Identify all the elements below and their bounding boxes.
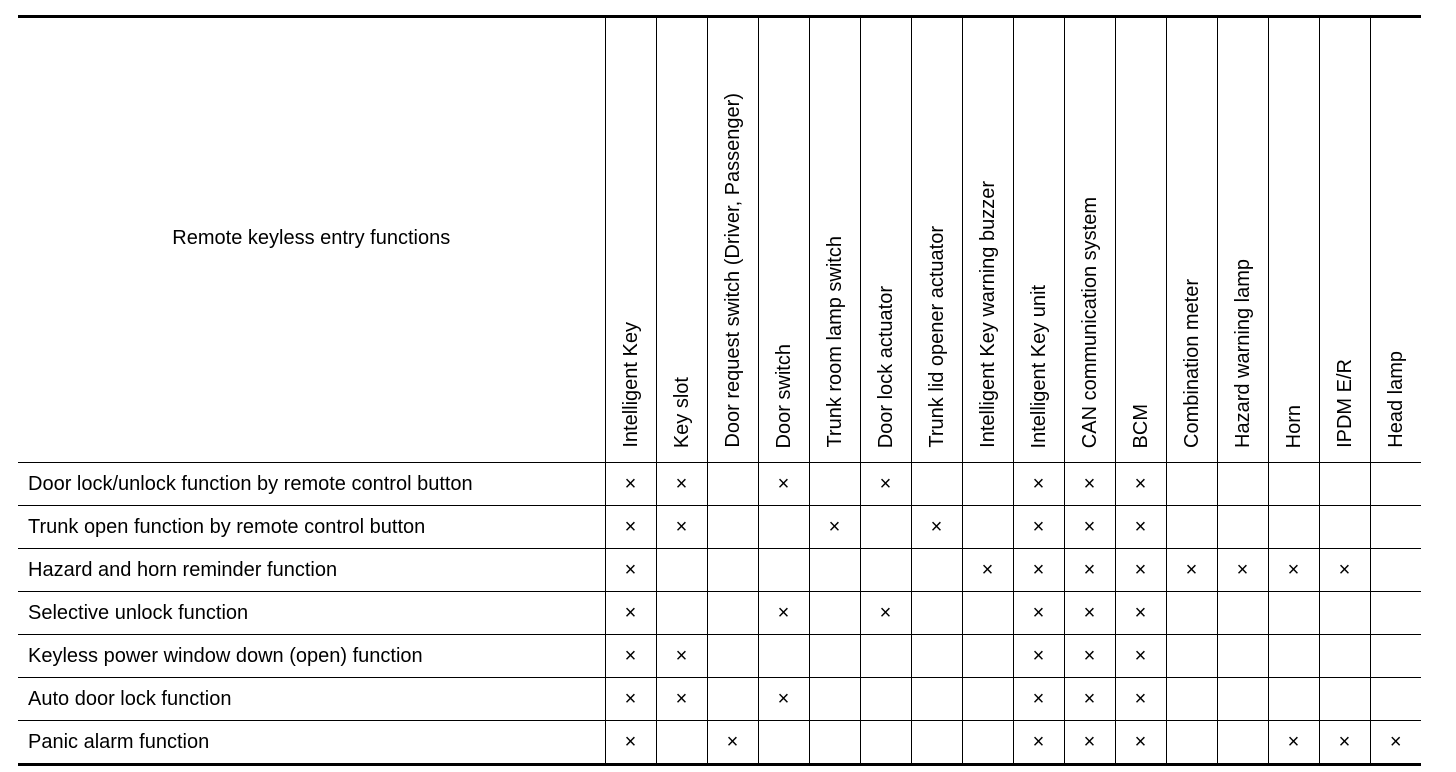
table-row	[18, 678, 1421, 721]
applicability-mark-cell: ×	[1064, 592, 1115, 635]
applicability-mark-cell	[707, 506, 758, 549]
applicability-mark-cell: ×	[605, 506, 656, 549]
table-row	[18, 506, 1421, 549]
applicability-mark-cell: ×	[1013, 549, 1064, 592]
applicability-mark-cell	[860, 506, 911, 549]
applicability-mark-cell: ×	[1013, 592, 1064, 635]
column-header-label: CAN communication system	[1078, 196, 1101, 448]
applicability-mark-cell	[707, 592, 758, 635]
applicability-mark-cell	[1319, 635, 1370, 678]
applicability-mark-cell	[1319, 678, 1370, 721]
applicability-mark-cell: ×	[1115, 463, 1166, 506]
applicability-mark-cell: ×	[1064, 721, 1115, 765]
applicability-mark-cell	[1370, 463, 1421, 506]
applicability-mark-cell	[1217, 635, 1268, 678]
applicability-mark-cell	[1268, 463, 1319, 506]
column-header	[758, 17, 809, 463]
applicability-mark-cell: ×	[1013, 635, 1064, 678]
applicability-mark-cell	[962, 463, 1013, 506]
column-header-label: Intelligent Key warning buzzer	[976, 181, 999, 448]
applicability-mark-cell: ×	[1013, 463, 1064, 506]
applicability-mark-cell	[1166, 721, 1217, 765]
applicability-mark-cell: ×	[656, 678, 707, 721]
applicability-mark-cell	[962, 678, 1013, 721]
applicability-mark-cell	[962, 721, 1013, 765]
column-header	[707, 17, 758, 463]
applicability-mark-cell	[809, 463, 860, 506]
column-header	[1268, 17, 1319, 463]
applicability-mark-cell	[1217, 721, 1268, 765]
function-name-cell: Selective unlock function	[18, 592, 605, 635]
applicability-mark-cell	[860, 721, 911, 765]
applicability-mark-cell: ×	[1166, 549, 1217, 592]
table-row	[18, 635, 1421, 678]
function-name-cell: Auto door lock function	[18, 678, 605, 721]
column-header-label: Trunk room lamp switch	[823, 236, 846, 448]
column-header-label: BCM	[1129, 403, 1152, 448]
column-header	[605, 17, 656, 463]
column-header-label: Trunk lid opener actuator	[925, 226, 948, 448]
applicability-mark-cell	[1217, 506, 1268, 549]
column-header-label: Intelligent Key	[619, 322, 642, 448]
applicability-mark-cell	[707, 549, 758, 592]
column-header-label: Hazard warning lamp	[1231, 259, 1254, 448]
column-header	[1166, 17, 1217, 463]
applicability-mark-cell	[758, 549, 809, 592]
applicability-mark-cell	[707, 463, 758, 506]
applicability-mark-cell: ×	[860, 463, 911, 506]
applicability-mark-cell	[911, 549, 962, 592]
applicability-mark-cell	[1319, 463, 1370, 506]
column-header	[1064, 17, 1115, 463]
table-row	[18, 549, 1421, 592]
column-header-label: Door switch	[772, 343, 795, 448]
applicability-mark-cell	[1268, 635, 1319, 678]
column-header-label: Door lock actuator	[874, 285, 897, 448]
applicability-mark-cell	[962, 506, 1013, 549]
table-row	[18, 721, 1421, 765]
column-header-label: Combination meter	[1180, 279, 1203, 448]
applicability-mark-cell	[860, 678, 911, 721]
remote-keyless-entry-table-container	[18, 15, 1421, 766]
applicability-mark-cell: ×	[911, 506, 962, 549]
applicability-mark-cell	[809, 549, 860, 592]
applicability-mark-cell: ×	[605, 678, 656, 721]
applicability-mark-cell: ×	[1013, 678, 1064, 721]
applicability-mark-cell	[758, 635, 809, 678]
function-name-cell: Panic alarm function	[18, 721, 605, 765]
applicability-mark-cell	[1166, 592, 1217, 635]
column-header-label: Intelligent Key unit	[1027, 284, 1050, 448]
applicability-mark-cell: ×	[656, 463, 707, 506]
table-row	[18, 592, 1421, 635]
header-row	[18, 17, 1421, 463]
applicability-mark-cell	[707, 635, 758, 678]
applicability-mark-cell: ×	[1013, 721, 1064, 765]
applicability-mark-cell	[860, 549, 911, 592]
applicability-mark-cell	[809, 678, 860, 721]
applicability-mark-cell	[809, 635, 860, 678]
applicability-mark-cell	[656, 592, 707, 635]
applicability-mark-cell	[1370, 635, 1421, 678]
applicability-mark-cell	[911, 721, 962, 765]
applicability-mark-cell: ×	[1064, 549, 1115, 592]
table-row	[18, 463, 1421, 506]
column-header-label: Door request switch (Driver, Passenger)	[721, 93, 744, 448]
applicability-mark-cell: ×	[758, 592, 809, 635]
applicability-mark-cell	[1319, 592, 1370, 635]
applicability-mark-cell: ×	[1115, 678, 1166, 721]
column-header	[1013, 17, 1064, 463]
applicability-mark-cell: ×	[1268, 721, 1319, 765]
applicability-mark-cell	[1217, 463, 1268, 506]
applicability-mark-cell: ×	[1115, 635, 1166, 678]
column-header	[656, 17, 707, 463]
applicability-mark-cell	[1166, 506, 1217, 549]
applicability-mark-cell: ×	[656, 635, 707, 678]
applicability-mark-cell: ×	[1319, 721, 1370, 765]
applicability-mark-cell: ×	[1115, 506, 1166, 549]
applicability-mark-cell	[911, 635, 962, 678]
applicability-mark-cell	[911, 592, 962, 635]
applicability-mark-cell: ×	[605, 721, 656, 765]
applicability-mark-cell	[911, 678, 962, 721]
applicability-mark-cell: ×	[605, 549, 656, 592]
applicability-mark-cell	[962, 592, 1013, 635]
remote-keyless-entry-matrix-table	[18, 15, 1421, 766]
applicability-mark-cell: ×	[809, 506, 860, 549]
applicability-mark-cell	[1370, 549, 1421, 592]
applicability-mark-cell	[911, 463, 962, 506]
function-name-cell: Keyless power window down (open) function	[18, 635, 605, 678]
applicability-mark-cell: ×	[1217, 549, 1268, 592]
function-name-cell: Hazard and horn reminder function	[18, 549, 605, 592]
applicability-mark-cell: ×	[1319, 549, 1370, 592]
applicability-mark-cell	[1217, 678, 1268, 721]
applicability-mark-cell: ×	[605, 635, 656, 678]
table-title: Remote keyless entry functions	[18, 17, 605, 463]
applicability-mark-cell	[1166, 678, 1217, 721]
applicability-mark-cell	[809, 592, 860, 635]
column-header	[1115, 17, 1166, 463]
column-header-label: IPDM E/R	[1333, 359, 1356, 448]
applicability-mark-cell: ×	[1064, 463, 1115, 506]
column-header	[911, 17, 962, 463]
applicability-mark-cell: ×	[605, 463, 656, 506]
applicability-mark-cell	[1268, 592, 1319, 635]
applicability-mark-cell	[1217, 592, 1268, 635]
column-header	[1217, 17, 1268, 463]
applicability-mark-cell	[1319, 506, 1370, 549]
applicability-mark-cell	[962, 635, 1013, 678]
applicability-mark-cell	[809, 721, 860, 765]
column-header	[962, 17, 1013, 463]
function-name-cell: Door lock/unlock function by remote control button	[18, 463, 605, 506]
column-header	[860, 17, 911, 463]
applicability-mark-cell	[1268, 506, 1319, 549]
applicability-mark-cell: ×	[1268, 549, 1319, 592]
applicability-mark-cell	[758, 721, 809, 765]
column-header	[1370, 17, 1421, 463]
applicability-mark-cell	[758, 506, 809, 549]
applicability-mark-cell: ×	[1064, 635, 1115, 678]
applicability-mark-cell: ×	[1370, 721, 1421, 765]
applicability-mark-cell	[1370, 678, 1421, 721]
applicability-mark-cell	[1370, 592, 1421, 635]
applicability-mark-cell	[860, 635, 911, 678]
column-header	[809, 17, 860, 463]
applicability-mark-cell	[656, 549, 707, 592]
applicability-mark-cell: ×	[1064, 506, 1115, 549]
applicability-mark-cell: ×	[962, 549, 1013, 592]
applicability-mark-cell: ×	[758, 463, 809, 506]
applicability-mark-cell: ×	[1115, 721, 1166, 765]
applicability-mark-cell: ×	[860, 592, 911, 635]
function-name-cell: Trunk open function by remote control button	[18, 506, 605, 549]
applicability-mark-cell: ×	[656, 506, 707, 549]
applicability-mark-cell	[1370, 506, 1421, 549]
applicability-mark-cell	[656, 721, 707, 765]
applicability-mark-cell: ×	[605, 592, 656, 635]
column-header	[1319, 17, 1370, 463]
applicability-mark-cell	[707, 678, 758, 721]
applicability-mark-cell	[1268, 678, 1319, 721]
applicability-mark-cell: ×	[758, 678, 809, 721]
applicability-mark-cell: ×	[1115, 549, 1166, 592]
applicability-mark-cell: ×	[707, 721, 758, 765]
applicability-mark-cell	[1166, 463, 1217, 506]
applicability-mark-cell	[1166, 635, 1217, 678]
applicability-mark-cell: ×	[1013, 506, 1064, 549]
table-body	[18, 463, 1421, 765]
column-header-label: Key slot	[670, 376, 693, 448]
applicability-mark-cell: ×	[1064, 678, 1115, 721]
applicability-mark-cell: ×	[1115, 592, 1166, 635]
column-header-label: Horn	[1282, 404, 1305, 448]
column-header-label: Head lamp	[1384, 351, 1407, 448]
